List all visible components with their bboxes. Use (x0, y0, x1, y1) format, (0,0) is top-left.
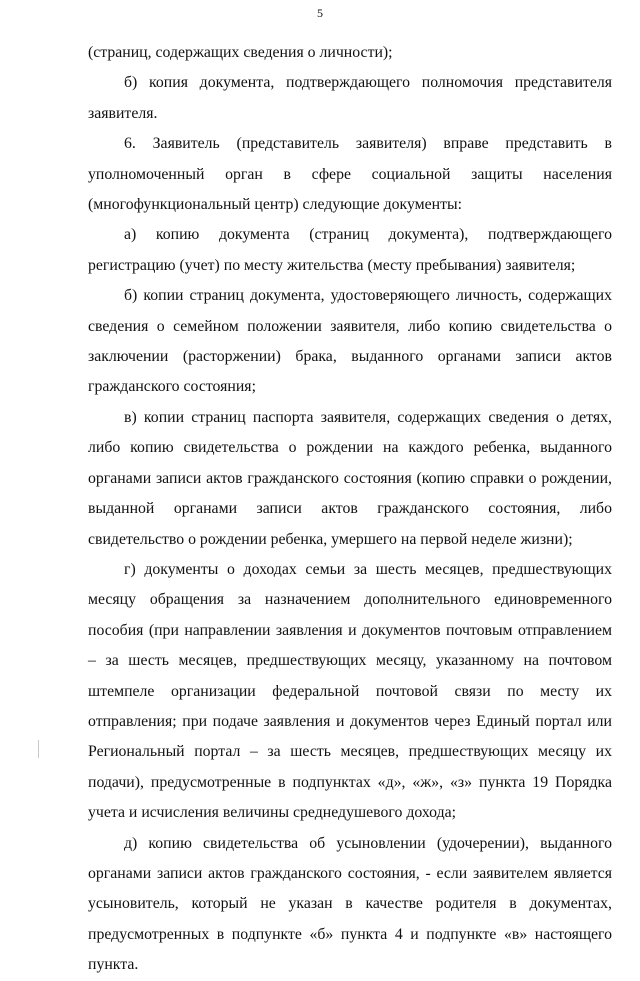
paragraph-item-a: а) копию документа (страниц документа), подтверждающего регистрацию (учет) по месту жительства (месту пребывания) заявителя; (88, 226, 612, 274)
scan-margin-mark (38, 740, 39, 758)
paragraph-item-b: б) копии страниц документа, удостоверяющего личность, содержащих сведения о семейном положении заявителя, либо копию свидетельства о заключении (расторжении) брака, выданного органами записи актов гражданского состояния; (88, 287, 612, 396)
paragraph-item-g: г) документы о доходах семьи за шесть месяцев, предшествующих месяцу обращения за назначением дополнительного единовременного пособия (при направлении заявления и документов почтовым отправлением – за шесть месяцев, предшествующих месяцу, указанному на почтовом штемпеле организации федеральной почтовой связи по месту их отправления; при подаче заявления и документов через Единый портал или Региональный портал – за шесть месяцев, предшествующих месяцу их подачи), предусмотренные в подпунктах «д», «ж», «з» пункта 19 Порядка учета и исчисления величины среднедушевого дохода; (88, 560, 612, 822)
page-number: 5 (317, 6, 323, 20)
paragraph-item-b-copy: б) копия документа, подтверждающего полномочия представителя заявителя. (88, 74, 612, 122)
document-body (88, 38, 612, 981)
paragraph-item-d: д) копию свидетельства об усыновлении (удочерении), выданного органами записи актов гражданского состояния, - если заявителем является усыновитель, который не указан в качестве родителя в документах, предусмотренных в подпункте «б» пункта 4 и подпункте «в» настоящего пункта. (88, 834, 612, 974)
paragraph-item-v: в) копии страниц паспорта заявителя, содержащих сведения о детях, либо копию свидетельства о рождении на каждого ребенка, выданного органами записи актов гражданского состояния (копию справки о рождении, выданной органами записи актов гражданского состояния, либо свидетельство о рождении ребенка, умершего на первой неделе жизни); (88, 408, 612, 548)
paragraph-6: 6. Заявитель (представитель заявителя) вправе представить в уполномоченный орган в сфере социальной защиты населения (многофункциональный центр) следующие документы: (88, 135, 612, 214)
paragraph-continuation: (страниц, содержащих сведения о личности); (88, 44, 393, 61)
